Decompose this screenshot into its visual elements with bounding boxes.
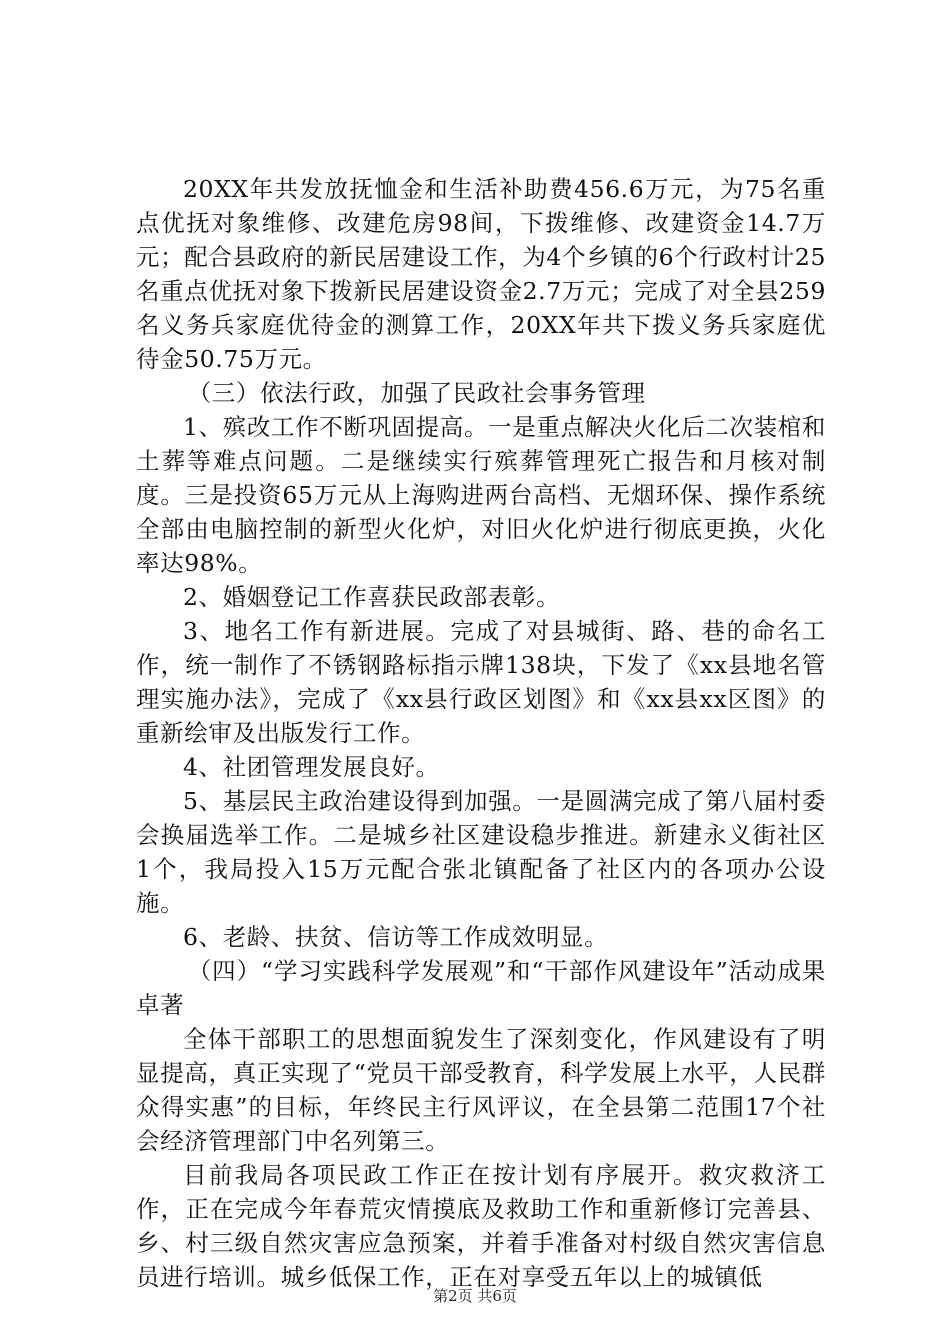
paragraph-grassroots-democracy: 5、基层民主政治建设得到加强。一是圆满完成了第八届村委会换届选举工作。二是城乡社区建设稳步推进。新建永义街社区1个，我局投入15万元配合张北镇配备了社区内的各项办公设施。 bbox=[136, 787, 826, 917]
page-number: 第2页 bbox=[433, 1287, 473, 1305]
page-total: 共6页 bbox=[477, 1287, 517, 1305]
document-body bbox=[136, 172, 826, 1294]
paragraph-marriage-registration: 2、婚姻登记工作喜获民政部表彰。 bbox=[183, 583, 561, 611]
paragraph-elderly-poverty-petitions: 6、老龄、扶贫、信访等工作成效明显。 bbox=[183, 923, 609, 951]
paragraph-current-work: 目前我局各项民政工作正在按计划有序展开。救灾救济工作，正在完成今年春荒灾情摸底及救助工作和重新修订完善县、乡、村三级自然灾害应急预案，并着手准备对村级自然灾害信息员进行培训。城乡低保工作，正在对享受五年以上的城镇低 bbox=[136, 1161, 826, 1291]
section-heading-3: （三）依法行政，加强了民政社会事务管理 bbox=[187, 379, 646, 407]
paragraph-social-organizations: 4、社团管理发展良好。 bbox=[183, 753, 440, 781]
section-heading-4: （四）“学习实践科学发展观”和“干部作风建设年”活动成果卓著 bbox=[136, 957, 826, 1019]
paragraph-funeral-reform: 1、殡改工作不断巩固提高。一是重点解决火化后二次装棺和土葬等难点问题。二是继续实行殡葬管理死亡报告和月核对制度。三是投资65万元从上海购进两台高档、无烟环保、操作系统全部由电脑控制的新型火化炉，对旧火化炉进行彻底更换，火化率达98%。 bbox=[136, 413, 826, 577]
paragraph-place-names: 3、地名工作有新进展。完成了对县城街、路、巷的命名工作，统一制作了不锈钢路标指示牌138块，下发了《xx县地名管理实施办法》，完成了《xx县行政区划图》和《xx县xx区图》的重新绘审及出版发行工作。 bbox=[136, 617, 826, 747]
paragraph-cadre-style: 全体干部职工的思想面貌发生了深刻变化，作风建设有了明显提高，真正实现了“党员干部受教育，科学发展上水平，人民群众得实惠”的目标，年终民主行风评议，在全县第二范围17个社会经济管理部门中名列第三。 bbox=[136, 1025, 826, 1155]
paragraph-preferential-funds: 20XX年共发放抚恤金和生活补助费456.6万元，为75名重点优抚对象维修、改建危房98间，下拨维修、改建资金14.7万元；配合县政府的新民居建设工作，为4个乡镇的6个行政村计25名重点优抚对象下拨新民居建设资金2.7万元；完成了对全县259名义务兵家庭优待金的测算工作，20XX年共下拨义务兵家庭优待金50.75万元。 bbox=[136, 175, 826, 373]
page-footer bbox=[0, 1286, 950, 1306]
